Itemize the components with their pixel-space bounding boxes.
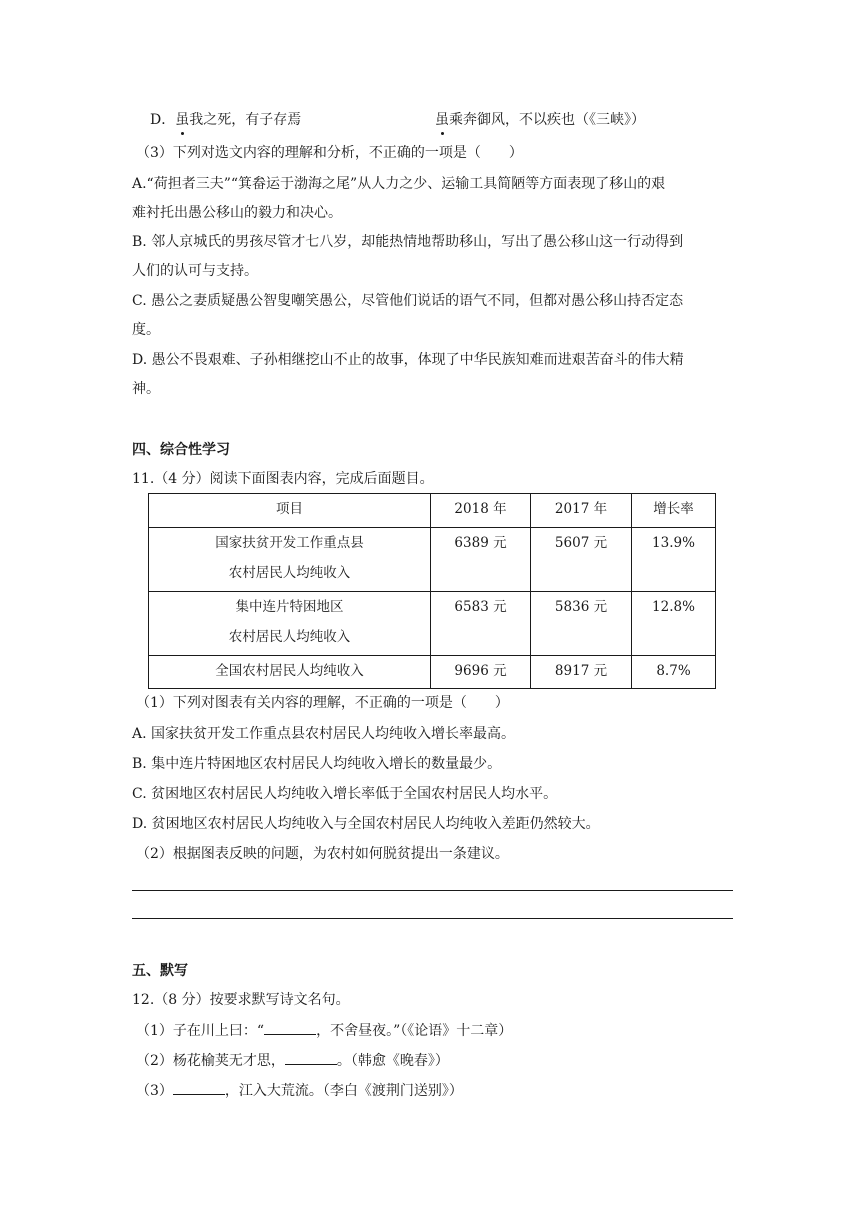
option-d-left-text: 我之死，有子存焉 — [189, 112, 302, 128]
item-3-prefix: （3） — [136, 1083, 173, 1099]
table-cell-rate: 12.8% — [632, 592, 716, 656]
fill-blank-2[interactable] — [285, 1050, 337, 1065]
q10-sub3-option-b-line2: 人们的认可与支持。 — [132, 263, 258, 279]
table-header-cell: 增长率 — [632, 494, 716, 528]
q10-sub3-stem: （3）下列对选文内容的理解和分析，不正确的一项是（ ） — [136, 145, 523, 161]
answer-line-2[interactable] — [132, 918, 733, 919]
table-cell-2017: 8917 元 — [531, 656, 632, 689]
table-cell-rate: 8.7% — [632, 656, 716, 689]
q11-sub1-option-c: C. 贫困地区农村居民人均纯收入增长率低于全国农村居民人均水平。 — [132, 786, 558, 802]
table-row — [149, 592, 716, 656]
option-d-label: D． — [150, 112, 176, 128]
q10-sub3-option-a-line2: 难衬托出愚公移山的毅力和决心。 — [132, 205, 342, 221]
q11-sub1-stem: （1）下列对图表有关内容的理解，不正确的一项是（ ） — [136, 695, 509, 711]
item-1-prefix: （1）子在川上曰：“ — [136, 1023, 265, 1039]
item-3-suffix: ，江入大荒流。（李白《渡荆门送别》） — [224, 1083, 463, 1099]
table-cell-item: 集中连片特困地区 农村居民人均纯收入 — [149, 592, 431, 656]
answer-line-1[interactable] — [132, 890, 733, 891]
table-header-row — [149, 494, 716, 528]
q11-stem: 11.（4 分）阅读下面图表内容，完成后面题目。 — [132, 471, 434, 487]
item-2-suffix: 。（韩愈《晚春》） — [336, 1053, 449, 1069]
section-4-heading: 四、综合性学习 — [132, 442, 230, 458]
q11-sub1-option-d: D. 贫困地区农村居民人均纯收入与全国农村居民人均纯收入差距仍然较大。 — [132, 816, 600, 832]
table-cell-2018: 6389 元 — [431, 528, 531, 592]
fill-blank-3[interactable] — [173, 1080, 225, 1095]
item-2-prefix: （2）杨花榆荚无才思， — [136, 1053, 285, 1069]
table-cell-item: 国家扶贫开发工作重点县 农村居民人均纯收入 — [149, 528, 431, 592]
table-row — [149, 528, 716, 592]
table-header-cell: 2018 年 — [431, 494, 531, 528]
q12-item-3 — [136, 1080, 463, 1101]
q11-sub1-option-b: B. 集中连片特困地区农村居民人均纯收入增长的数量最少。 — [132, 756, 502, 772]
income-table — [148, 493, 716, 689]
emphasis-char-left: 虽 — [175, 112, 190, 128]
q10-sub3-option-b-line1: B. 邻人京城氏的男孩尽管才七八岁，却能热情地帮助移山，写出了愚公移山这一行动得到 — [132, 234, 684, 250]
q12-stem: 12.（8 分）按要求默写诗文名句。 — [132, 992, 350, 1008]
option-d-right-text: 乘奔御风，不以疾也（《三峡》） — [449, 112, 645, 128]
table-cell-rate: 13.9% — [632, 528, 716, 592]
table-cell-2017: 5607 元 — [531, 528, 632, 592]
q10-sub3-option-d-line1: D. 愚公不畏艰难、子孙相继挖山不止的故事，体现了中华民族知难而进艰苦奋斗的伟大精 — [132, 352, 684, 368]
item-1-suffix: ，不舍昼夜。”（《论语》十二章） — [316, 1023, 513, 1039]
table-cell-2018: 9696 元 — [431, 656, 531, 689]
emphasis-char-right: 虽 — [435, 112, 449, 128]
fill-blank-1[interactable] — [264, 1020, 316, 1035]
q12-item-2 — [136, 1050, 449, 1071]
q12-item-1 — [136, 1020, 512, 1041]
table-cell-2018: 6583 元 — [431, 592, 531, 656]
table-cell-item: 全国农村居民人均纯收入 — [149, 656, 431, 689]
q10-sub3-option-c-line2: 度。 — [132, 322, 160, 338]
table-header-cell: 2017 年 — [531, 494, 632, 528]
table-header-cell: 项目 — [149, 494, 431, 528]
table-cell-2017: 5836 元 — [531, 592, 632, 656]
q10-sub3-option-c-line1: C. 愚公之妻质疑愚公智叟嘲笑愚公，尽管他们说话的语气不同，但都对愚公移山持否定态 — [132, 293, 684, 309]
q10-option-d-right — [435, 110, 645, 130]
section-5-heading: 五、默写 — [132, 963, 188, 979]
q11-sub1-option-a: A. 国家扶贫开发工作重点县农村居民人均纯收入增长率最高。 — [132, 726, 516, 742]
table-row — [149, 656, 716, 689]
q10-option-d — [150, 110, 301, 130]
q10-sub3-option-a-line1: A.“荷担者三夫”“箕畚运于渤海之尾”从人力之少、运输工具简陋等方面表现了移山的艰 — [132, 176, 666, 192]
q11-sub2-stem: （2）根据图表反映的问题，为农村如何脱贫提出一条建议。 — [136, 846, 509, 862]
q10-sub3-option-d-line2: 神。 — [132, 381, 160, 397]
